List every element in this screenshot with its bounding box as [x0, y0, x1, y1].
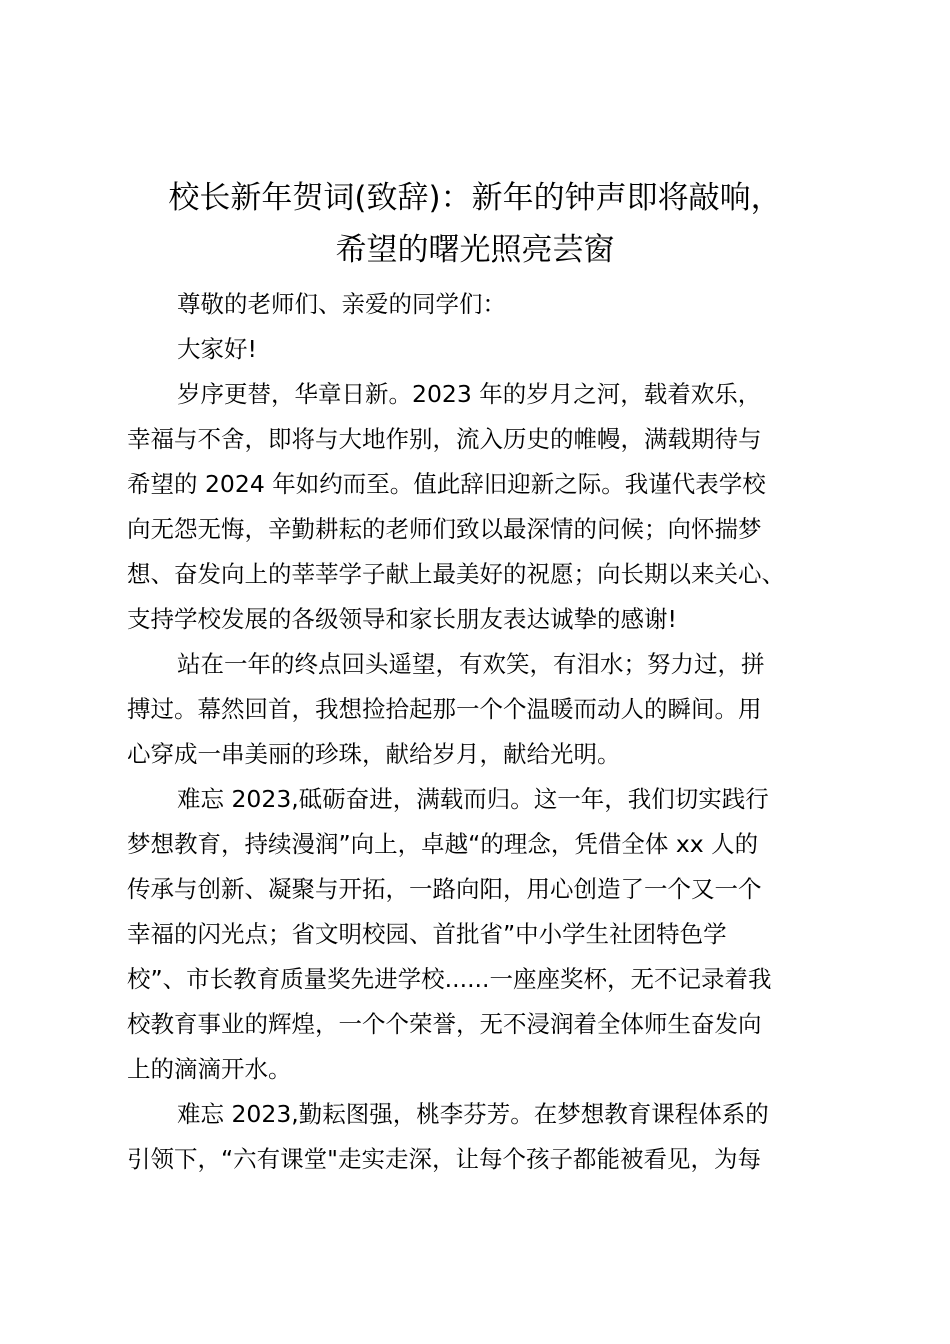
body-paragraph — [127, 777, 847, 1092]
text-line: 想、奋发向上的莘莘学子献上最美好的祝愿；向长期以来关心、 — [127, 560, 785, 588]
body-paragraph — [127, 642, 847, 777]
title-line: 校长新年贺词(致辞)：新年的钟声即将敲响， — [168, 180, 782, 216]
text-line: 难忘 2023,砥砺奋进，满载而归。这一年，我们切实践行 — [177, 785, 769, 813]
document-title — [110, 172, 840, 276]
salutation-paragraph — [127, 282, 847, 327]
text-line: 校”、市长教育质量奖先进学校......一座座奖杯，无不记录着我 — [127, 965, 772, 993]
text-line: 校教育事业的辉煌，一个个荣誉，无不浸润着全体师生奋发向 — [127, 1010, 762, 1038]
text-line: 难忘 2023,勤耘图强，桃李芬芳。在梦想教育课程体系的 — [177, 1100, 769, 1128]
text-line: 搏过。幕然回首，我想捡拾起那一个个温暖而动人的瞬间。用 — [127, 695, 762, 723]
text-line: 幸福的闪光点；省文明校园、首批省”中小学生社团特色学 — [127, 920, 727, 948]
text-line: 大家好! — [177, 335, 257, 363]
text-line: 支持学校发展的各级领导和家长朋友表达诚挚的感谢! — [127, 605, 677, 633]
text-line: 幸福与不舍，即将与大地作别，流入历史的帷幔，满载期待与 — [127, 425, 762, 453]
body-paragraph — [127, 372, 847, 642]
title-line: 希望的曙光照亮芸窗 — [335, 232, 615, 268]
document-body — [127, 282, 847, 1182]
body-paragraph — [127, 1092, 847, 1182]
text-line: 站在一年的终点回头遥望，有欢笑，有泪水；努力过，拼 — [177, 650, 765, 678]
text-line: 希望的 2024 年如约而至。值此辞旧迎新之际。我谨代表学校 — [127, 470, 766, 498]
text-line: 上的滴滴开水。 — [127, 1055, 292, 1083]
text-line: 梦想教育，持续漫润”向上，卓越“的理念，凭借全体 xx 人的 — [127, 830, 759, 858]
text-line: 传承与创新、凝聚与开拓，一路向阳，用心创造了一个又一个 — [127, 875, 762, 903]
text-line: 心穿成一串美丽的珍珠，献给岁月，献给光明。 — [127, 740, 621, 768]
text-line: 尊敬的老师们、亲爱的同学们： — [177, 290, 506, 318]
text-line: 向无怨无悔，辛勤耕耘的老师们致以最深情的问候；向怀揣梦 — [127, 515, 762, 543]
greeting-paragraph — [127, 327, 847, 372]
text-line: 引领下，“六有课堂"走实走深，让每个孩子都能被看见，为每 — [127, 1145, 761, 1173]
text-line: 岁序更替，华章日新。2023 年的岁月之河，载着欢乐， — [177, 380, 762, 408]
